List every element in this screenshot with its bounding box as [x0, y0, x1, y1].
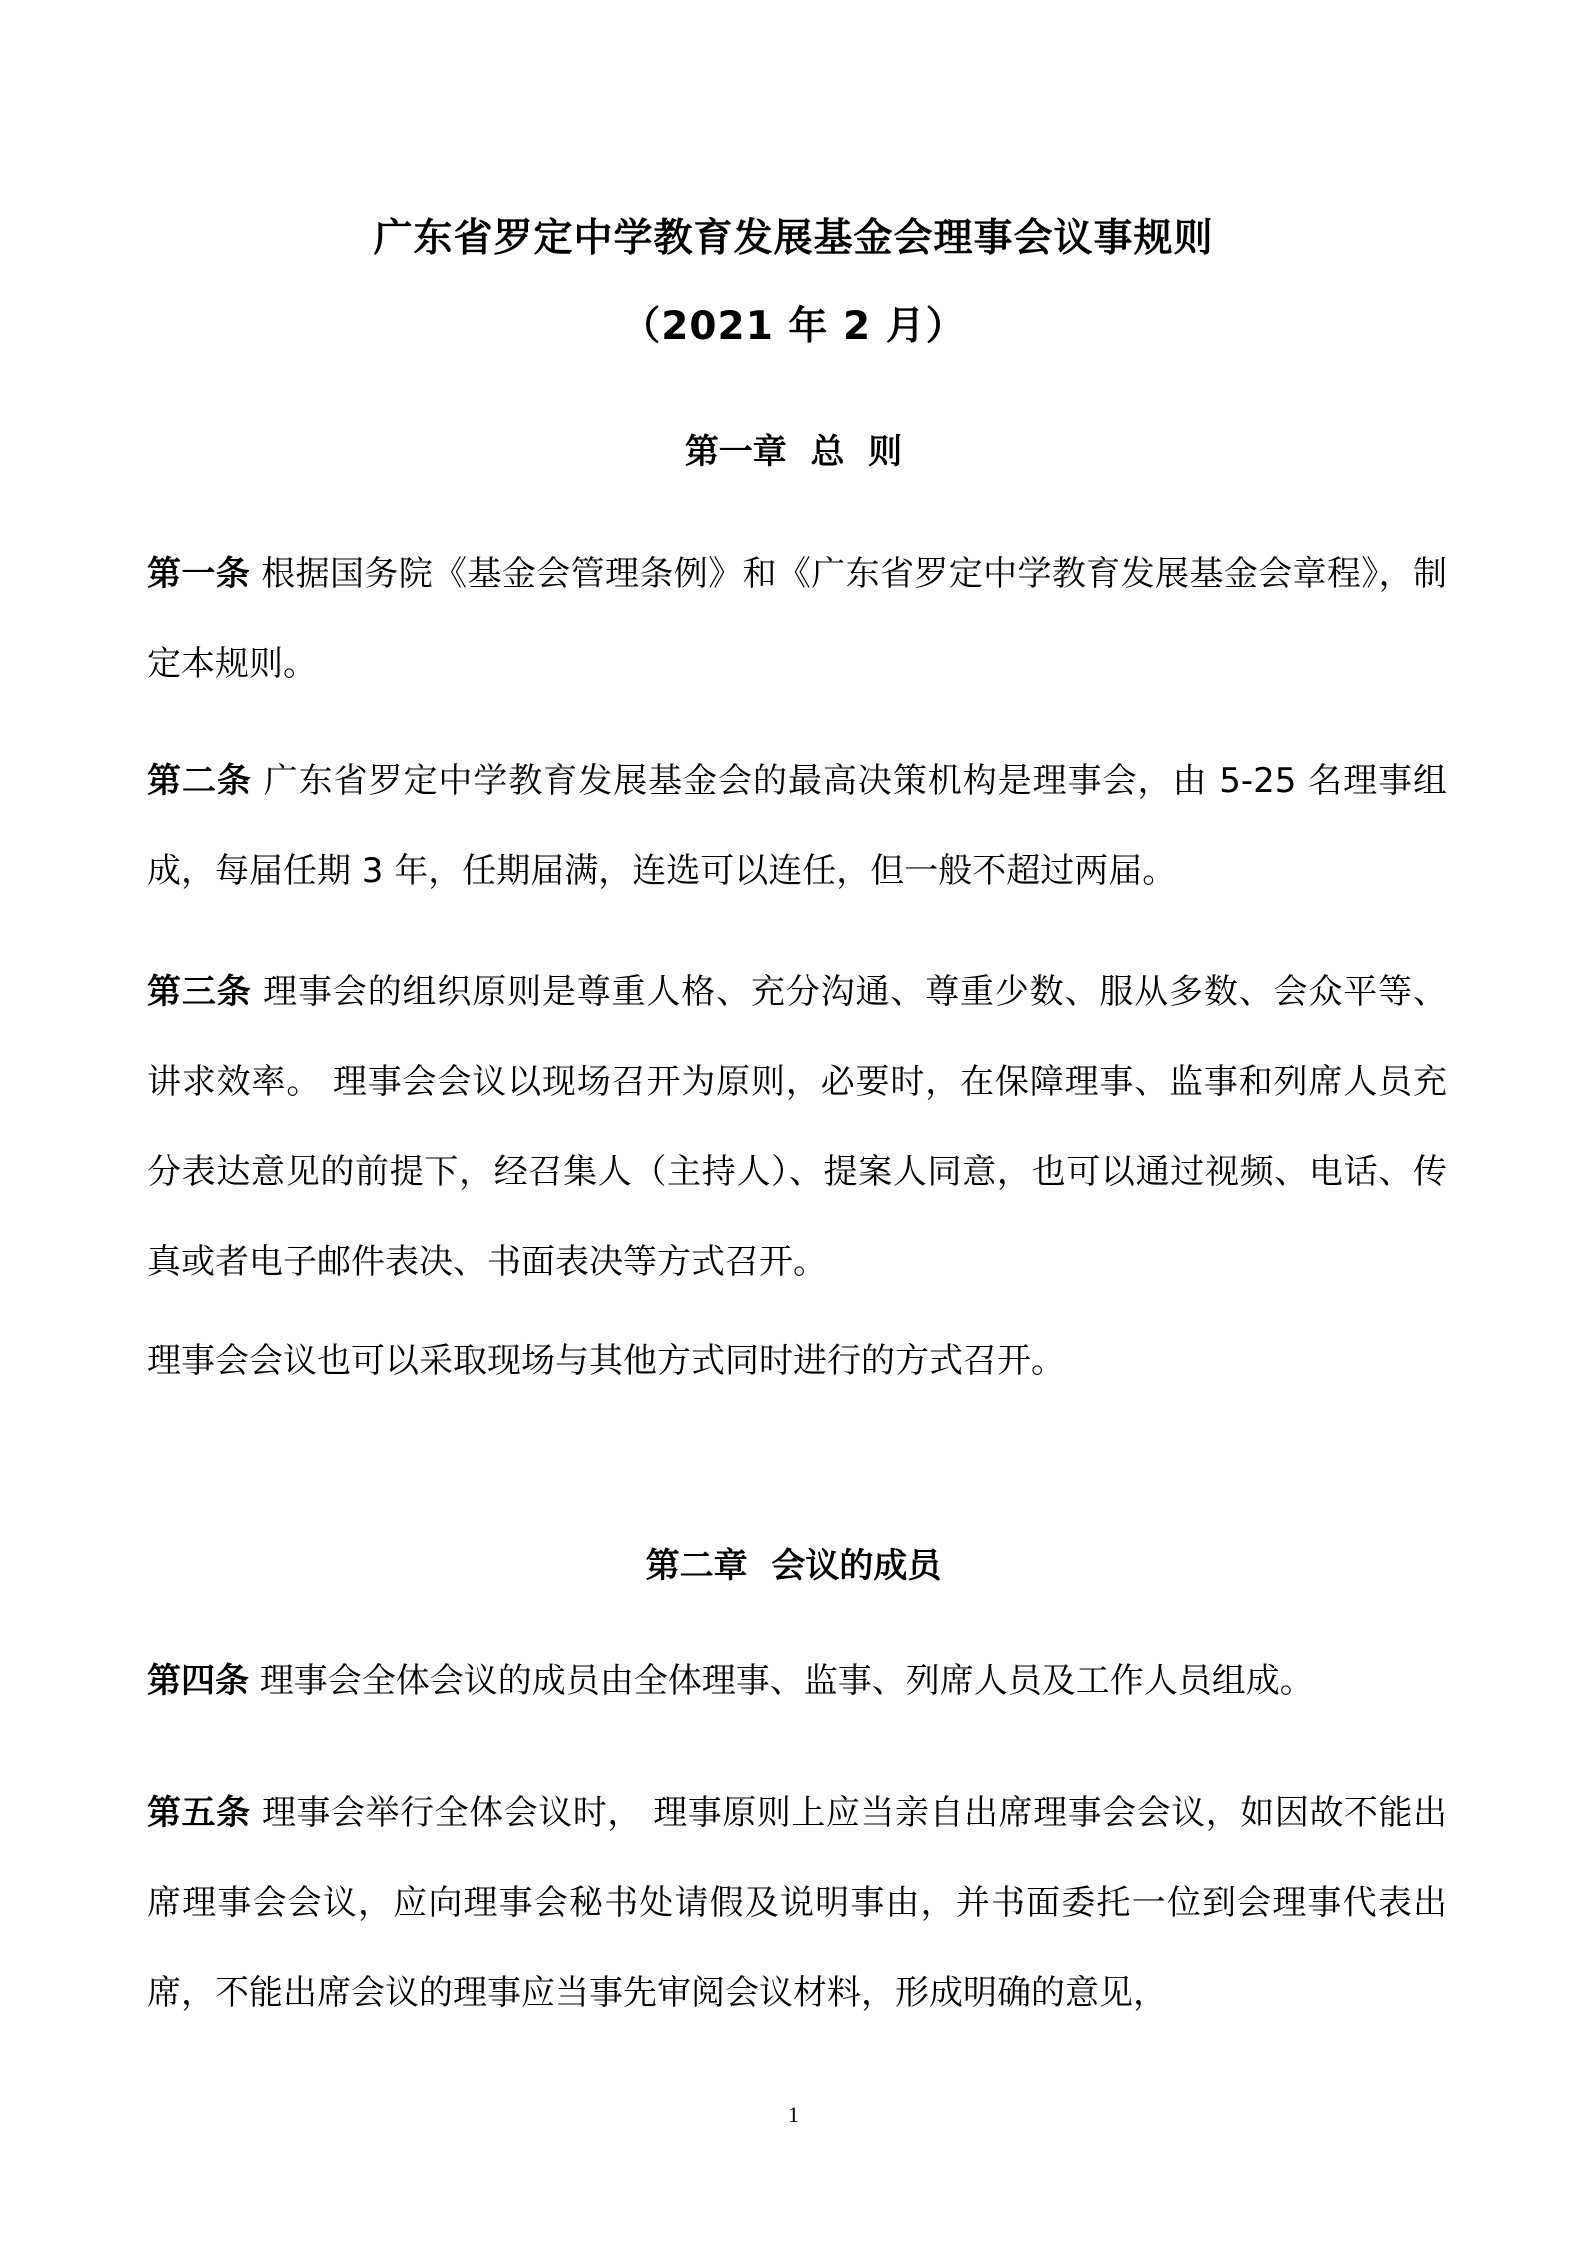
document-date: （2021 年 2 月） [621, 304, 966, 349]
article-3-label: 第三条 [147, 972, 252, 1012]
article-5-text: 理事会举行全体会议时， 理事原则上应当亲自出席理事会会议，如因故不能出席理事会会议，应向理事会秘书处请假及说明事由，并书面委托一位到会理事代表出席，不能出席会议的理事应当事先审阅会议材料，形成明确的意见， [147, 1793, 1447, 2013]
article-5-label: 第五条 [147, 1793, 251, 1833]
article-1 [147, 529, 1447, 709]
article-5 [147, 1768, 1447, 2038]
article-3 [147, 947, 1447, 1307]
chapter-1-heading: 第一章 总 则 [684, 432, 903, 472]
article-4 [147, 1636, 1447, 1726]
article-2-text: 广东省罗定中学教育发展基金会的最高决策机构是理事会，由 5-25 名理事组成，每届任期 3 年，任期届满，连选可以连任，但一般不超过两届。 [147, 761, 1447, 891]
article-1-text: 根据国务院《基金会管理条例》和《广东省罗定中学教育发展基金会章程》，制定本规则。 [147, 554, 1447, 684]
chapter-2-heading: 第二章 会议的成员 [645, 1546, 942, 1586]
article-3-text: 理事会的组织原则是尊重人格、充分沟通、尊重少数、服从多数、会众平等、讲求效率。 理事会会议以现场召开为原则，必要时，在保障理事、监事和列席人员充分表达意见的前提下，经召集人（主持人）、提案人同意，也可以通过视频、电话、传真或者电子邮件表决、书面表决等方式召开。 [147, 972, 1447, 1282]
document-title: 广东省罗定中学教育发展基金会理事会议事规则 [373, 216, 1214, 261]
article-3-continuation-text: 理事会会议也可以采取现场与其他方式同时进行的方式召开。 [147, 1341, 1065, 1381]
article-3-continuation [147, 1316, 1447, 1406]
page-number: 1 [788, 2102, 799, 2127]
article-2 [147, 736, 1447, 916]
article-1-label: 第一条 [147, 554, 251, 594]
article-4-text: 理事会全体会议的成员由全体理事、监事、列席人员及工作人员组成。 [249, 1661, 1314, 1701]
article-2-label: 第二条 [147, 761, 252, 801]
article-4-label: 第四条 [147, 1661, 249, 1701]
